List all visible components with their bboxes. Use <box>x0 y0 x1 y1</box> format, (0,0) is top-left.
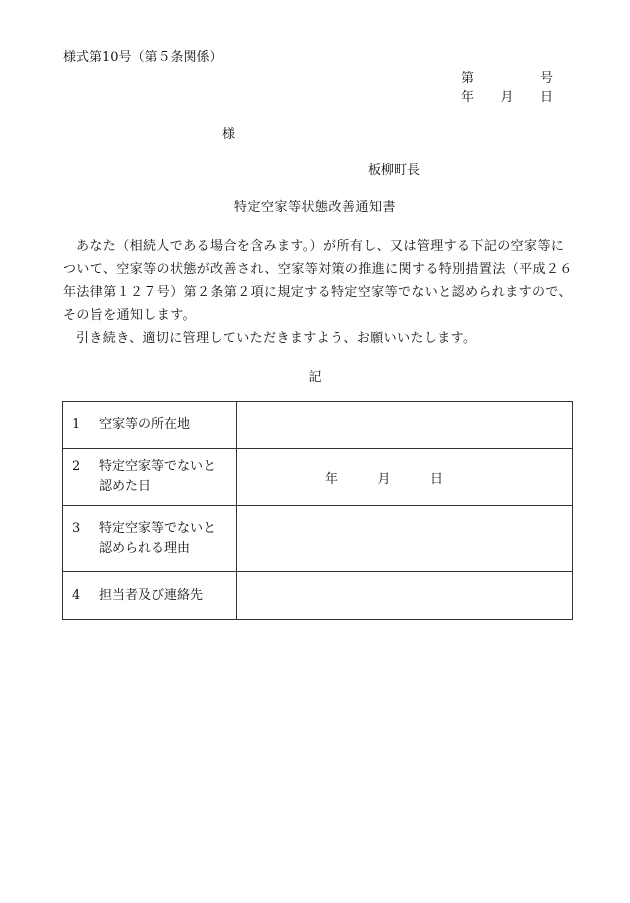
table-row <box>63 506 573 572</box>
row-label-cell <box>63 449 237 506</box>
row-label-cell <box>63 402 237 449</box>
document-title: 特定空家等状態改善通知書 <box>233 200 396 215</box>
body-text <box>63 235 573 350</box>
addressee: 様 <box>222 127 236 142</box>
body-paragraph-2: 引き続き、適切に管理していただきますよう、お願いいたします。 <box>76 331 477 346</box>
details-table <box>62 401 573 620</box>
reason-value-cell <box>237 506 573 572</box>
issue-date <box>461 86 553 105</box>
row-number: 3 <box>72 520 81 536</box>
body-paragraph-1: あなた（相続人である場合を含みます。）が所有し、又は管理する下記の空家等について、空家等の状態が改善され、空家等対策の推進に関する特別措置法（平成２６年法律第１２７号）第２条第２項に規定する特定空家等でないと認められますので、その旨を通知します。 <box>63 239 573 323</box>
form-label: 様式第10号（第５条関係） <box>63 50 223 65</box>
row-number: 2 <box>72 459 81 474</box>
row-label-cell <box>63 572 237 620</box>
date-day: 日 <box>539 90 553 105</box>
contact-value-cell <box>237 572 573 620</box>
document-number <box>461 67 553 86</box>
table-row <box>63 572 573 620</box>
notation-heading: 記 <box>308 370 322 385</box>
location-value-cell <box>237 402 573 449</box>
row-label: 特定空家等でないと認められる理由 <box>99 520 217 556</box>
date-year: 年 <box>325 471 339 487</box>
table-row <box>63 449 573 506</box>
row-number: 4 <box>72 587 81 603</box>
row-label: 特定空家等でないと認めた日 <box>99 459 217 494</box>
date-year: 年 <box>461 90 475 105</box>
number-prefix: 第 <box>461 71 475 86</box>
row-number: 1 <box>72 417 81 432</box>
date-month: 月 <box>500 90 514 105</box>
number-suffix: 号 <box>539 71 553 86</box>
row-label: 空家等の所在地 <box>99 417 191 432</box>
table-row <box>63 402 573 449</box>
row-label: 担当者及び連絡先 <box>99 587 204 603</box>
date-month: 月 <box>377 471 391 487</box>
date-value-cell <box>237 449 573 506</box>
date-day: 日 <box>429 471 443 487</box>
row-label-cell <box>63 506 237 572</box>
issuer-name: 板柳町長 <box>368 163 421 178</box>
